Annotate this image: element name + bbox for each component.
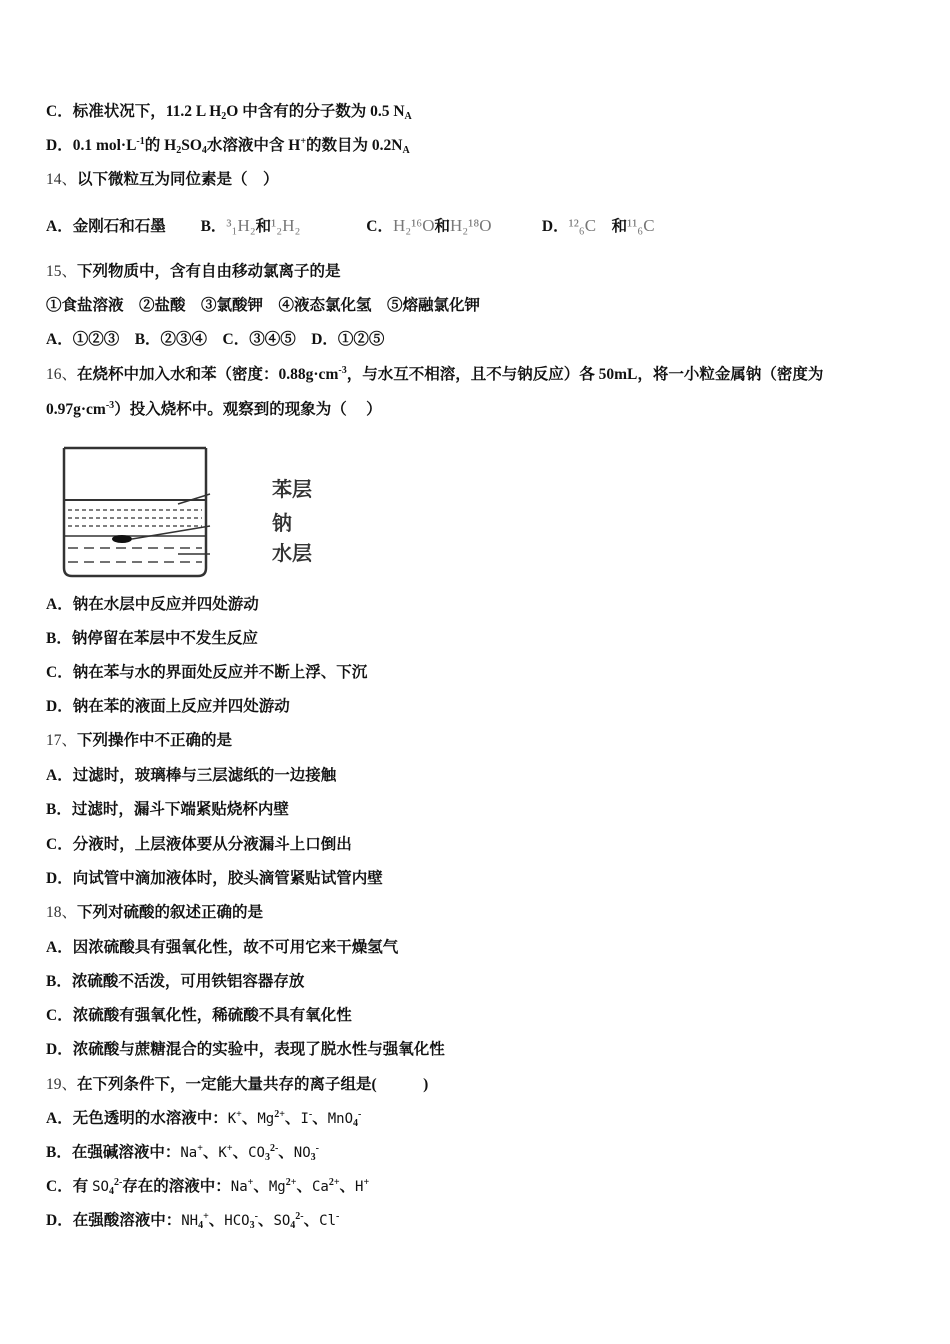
- text-segment: A．钠在水层中反应并四处游动: [46, 596, 259, 613]
- text-segment: +: [197, 1143, 203, 1154]
- text-line: [46, 835, 352, 855]
- text-segment: I: [300, 1111, 309, 1127]
- text-segment: D．: [491, 218, 569, 235]
- text-segment: 4: [198, 1220, 204, 1231]
- text-segment: A．过滤时，玻璃棒与三层滤纸的一边接触: [46, 767, 337, 784]
- text-segment: H: [355, 1179, 364, 1195]
- text-segment: CO: [248, 1145, 265, 1161]
- text-line: [46, 1109, 361, 1129]
- text-segment: 3: [264, 1152, 270, 1163]
- text-segment: -: [358, 1109, 362, 1120]
- text-segment: MnO: [327, 1111, 354, 1127]
- text-line: [46, 1143, 319, 1163]
- text-segment: A．①②③ B．②③④ C．③④⑤ D．①②⑤: [46, 331, 385, 348]
- sodium-label: 钠: [272, 511, 292, 535]
- text-segment: C．浓硫酸有强氧化性，稀硫酸不具有氧化性: [46, 1007, 352, 1024]
- text-segment: -: [308, 1109, 313, 1120]
- text-line: [46, 296, 480, 316]
- beaker-figure: [58, 444, 358, 584]
- text-segment: 存在的溶液中：: [122, 1178, 231, 1195]
- text-line: [46, 697, 290, 717]
- text-segment: SO: [273, 1213, 291, 1229]
- text-segment: 19、: [46, 1076, 78, 1093]
- text-line: [46, 903, 263, 923]
- text-segment: 18、: [46, 904, 78, 921]
- text-segment: Na: [180, 1145, 198, 1161]
- benzene-layer-label: 苯层: [272, 477, 312, 501]
- text-segment: 3: [249, 1220, 255, 1231]
- text-line: [46, 629, 258, 649]
- text-segment: O 中含有的分子数为 0.5 N: [226, 103, 405, 120]
- text-line: [46, 663, 367, 683]
- beaker-diagram: [58, 444, 278, 584]
- text-segment: 4: [201, 145, 207, 156]
- text-segment: ）投入烧杯中。观察到的现象为（ ）: [114, 401, 382, 418]
- text-segment: 、: [241, 1110, 258, 1127]
- text-line: [46, 766, 336, 786]
- text-segment: C．有: [46, 1178, 93, 1195]
- text-segment: 在下列条件下，一定能大量共存的离子组是( ): [77, 1076, 429, 1093]
- text-segment: B．过滤时，漏斗下端紧贴烧杯内壁: [46, 801, 289, 818]
- text-segment: +: [236, 1109, 242, 1120]
- text-segment: 、: [208, 1212, 225, 1229]
- text-segment: Ca: [311, 1179, 329, 1195]
- text-line: [46, 595, 259, 615]
- text-segment: B．浓硫酸不活泼，可用铁铝容器存放: [46, 973, 305, 990]
- text-segment: SO: [181, 137, 202, 154]
- text-segment: A．因浓硫酸具有强氧化性，故不可用它来干燥氢气: [46, 939, 399, 956]
- text-segment: D．浓硫酸与蔗糖混合的实验中，表现了脱水性与强氧化性: [46, 1041, 445, 1058]
- text-line: [46, 800, 289, 820]
- text-segment: C．: [300, 218, 393, 235]
- text-segment: -3: [105, 400, 115, 411]
- text-segment: -: [336, 1211, 340, 1222]
- text-line: [46, 1211, 339, 1231]
- text-segment: 、: [296, 1178, 312, 1195]
- text-segment: 、: [303, 1212, 320, 1229]
- text-line: [46, 262, 341, 282]
- text-segment: Cl: [319, 1213, 337, 1229]
- text-segment: 2: [176, 145, 182, 156]
- text-segment: 4: [108, 1186, 114, 1197]
- text-segment: A．金刚石和石墨 B．: [46, 218, 227, 235]
- text-segment: 2-: [113, 1177, 123, 1188]
- text-segment: D．在强酸溶液中：: [46, 1212, 182, 1229]
- text-segment: 2: [221, 111, 227, 122]
- text-segment: D．向试管中滴加液体时，胶头滴管紧贴试管内壁: [46, 870, 383, 887]
- text-segment: 、: [284, 1110, 301, 1127]
- text-segment: 4: [290, 1220, 296, 1231]
- text-line: [46, 330, 384, 350]
- text-segment: H₂¹⁶O: [392, 216, 435, 235]
- text-segment: 2-: [295, 1211, 304, 1222]
- text-segment: ①食盐溶液 ②盐酸 ③氯酸钾 ④液态氯化氢 ⑤熔融氯化钾: [46, 297, 481, 314]
- text-segment: 16、: [46, 366, 78, 383]
- text-segment: 、: [312, 1110, 328, 1127]
- text-segment: +: [203, 1211, 209, 1222]
- text-segment: -3: [338, 365, 347, 376]
- text-segment: 和: [255, 218, 272, 235]
- text-segment: 的数目为 0.2N: [306, 137, 403, 154]
- text-segment: 、: [202, 1144, 219, 1161]
- text-line: [46, 938, 398, 958]
- text-segment: -1: [136, 136, 145, 147]
- text-line: [46, 365, 823, 385]
- text-segment: 下列对硫酸的叙述正确的是: [77, 904, 264, 921]
- text-segment: NH: [181, 1213, 199, 1229]
- text-segment: A: [402, 145, 410, 156]
- text-segment: +: [226, 1143, 233, 1154]
- text-segment: 0.97g·cm: [46, 401, 106, 418]
- text-segment: ¹₂H₂: [271, 216, 301, 235]
- text-line: [46, 136, 410, 156]
- text-segment: ³₁H₂: [226, 216, 256, 235]
- text-segment: 4: [353, 1118, 359, 1129]
- text-segment: D．0.1 mol·L: [46, 137, 137, 154]
- text-segment: 水溶液中含 H: [206, 137, 301, 154]
- text-segment: ¹²₆C: [568, 216, 597, 235]
- text-segment: HCO: [224, 1213, 250, 1229]
- text-segment: 、: [278, 1144, 294, 1161]
- text-segment: 3: [310, 1152, 316, 1163]
- text-segment: 2+: [274, 1109, 285, 1120]
- text-segment: +: [300, 136, 307, 147]
- text-segment: +: [247, 1177, 254, 1188]
- text-segment: 2+: [285, 1177, 297, 1188]
- text-segment: -: [254, 1211, 258, 1222]
- text-line: [46, 972, 304, 992]
- text-segment: ，与水互不相溶，且不与钠反应）各 50mL，将一小粒金属钠（密度为: [346, 366, 824, 383]
- text-segment: B．在强碱溶液中：: [46, 1144, 181, 1161]
- text-segment: Mg: [257, 1111, 275, 1127]
- text-segment: 15、: [46, 263, 78, 280]
- text-segment: 14、: [46, 171, 78, 188]
- text-segment: C．分液时，上层液体要从分液漏斗上口倒出: [46, 836, 352, 853]
- text-segment: 和: [596, 218, 628, 235]
- text-segment: Na: [230, 1179, 248, 1195]
- text-segment: 2+: [328, 1177, 340, 1188]
- text-segment: -: [315, 1143, 319, 1154]
- text-segment: SO: [92, 1179, 109, 1195]
- text-segment: K: [218, 1145, 227, 1161]
- text-segment: 、: [232, 1144, 249, 1161]
- text-segment: A: [404, 111, 412, 122]
- text-segment: 、: [339, 1178, 356, 1195]
- text-line: [46, 102, 412, 122]
- text-segment: A．无色透明的水溶液中：: [46, 1110, 228, 1127]
- text-segment: NO: [293, 1145, 311, 1161]
- text-line: [46, 1177, 369, 1197]
- text-segment: 、: [253, 1178, 269, 1195]
- text-segment: 17、: [46, 732, 78, 749]
- text-line: [46, 1040, 445, 1060]
- text-segment: B．钠停留在苯层中不发生反应: [46, 630, 258, 647]
- text-line: [46, 216, 655, 237]
- text-line: [46, 1006, 352, 1026]
- text-segment: ¹¹₆C: [627, 216, 655, 235]
- text-segment: H₂¹⁸O: [450, 216, 492, 235]
- text-segment: D．钠在苯的液面上反应并四处游动: [46, 698, 290, 715]
- text-segment: 的 H: [144, 137, 177, 154]
- text-segment: C．钠在苯与水的界面处反应并不断上浮、下沉: [46, 664, 368, 681]
- text-segment: 在烧杯中加入水和苯（密度：0.88g·cm: [77, 366, 339, 383]
- text-segment: 以下微粒互为同位素是（ ）: [77, 171, 279, 188]
- water-layer-label: 水层: [272, 541, 312, 565]
- text-segment: K: [227, 1111, 237, 1127]
- text-segment: +: [363, 1177, 370, 1188]
- text-line: [46, 170, 279, 190]
- text-segment: 2-: [269, 1143, 279, 1154]
- text-line: [46, 869, 383, 889]
- sodium-particle: [112, 535, 132, 543]
- text-segment: 、: [257, 1212, 274, 1229]
- text-segment: 和: [434, 218, 451, 235]
- text-line: [46, 400, 382, 420]
- text-segment: C．标准状况下，11.2 L H: [46, 103, 222, 120]
- text-segment: Mg: [268, 1179, 286, 1195]
- text-line: [46, 731, 232, 751]
- text-line: [46, 1075, 428, 1095]
- text-segment: 下列物质中，含有自由移动氯离子的是: [77, 263, 341, 280]
- text-segment: 下列操作中不正确的是: [77, 732, 233, 749]
